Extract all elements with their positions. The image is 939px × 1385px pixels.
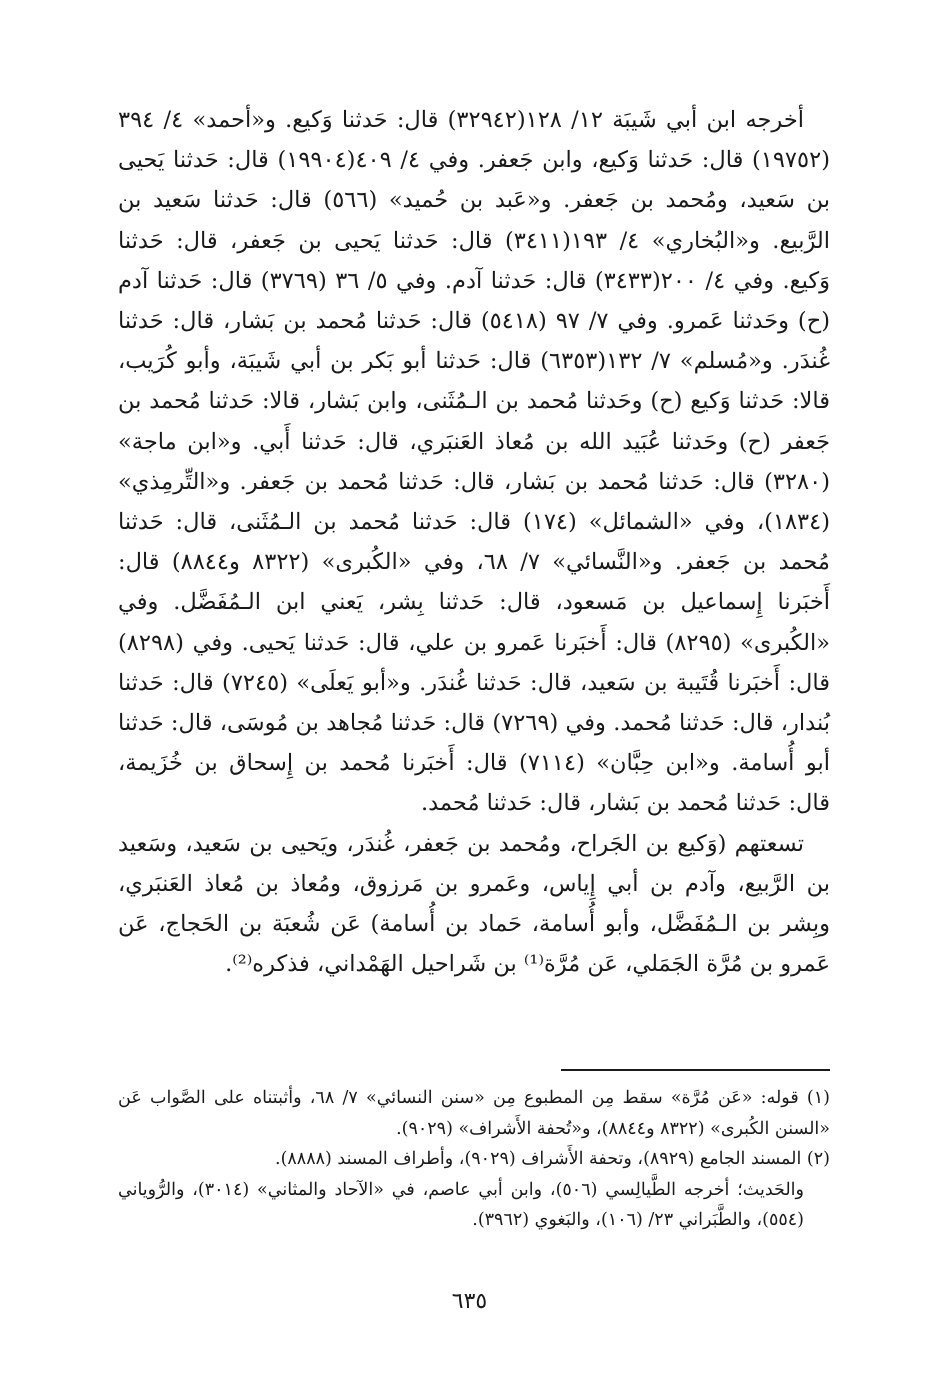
page-body [118,100,830,984]
main-text [118,100,830,984]
page-number: ٦٣٥ [451,1289,488,1314]
footnote-1: (١) قوله: «عَن مُرَّة» سقط مِن المطبوع مِن «سنن النسائي» ٧/ ٦٨، وأثبتناه على الصَّواب عَن «السنن الكُبرى» (٨٣٢٢ و٨٨٤٤)، و«تُحفة الأَشراف» (٩٠٢٩). [118,1088,830,1139]
footnote-2-continued: والحَديث؛ أخرجه الطَّيالِسي (٥٠٦)، وابن أبي عاصم، في «الآحاد والمثاني» (٣٠١٤)، والرُّوياني (٥٥٤)، والطَّبَراني ٢٣/ (١٠٦)، والبَغوي (٣٩٦٢). [118,1179,804,1230]
footnote-2: (٢) المسند الجامع (٨٩٢٩)، وتحفة الأَشراف (٩٠٢٩)، وأطراف المسند (٨٨٨٨). [275,1149,830,1169]
paragraph-1: أخرجه ابن أبي شَيبَة ١٢/ ١٢٨(٣٢٩٤٢) قال: حَدثنا وَكيع. و«أحمد» ٤/ ٣٩٤ (١٩٧٥٢) قال: حَدثنا وَكيع، وابن جَعفر. وفي ٤/ ٤٠٩(١٩٩٠٤) قال: حَدثنا يَحيى بن سَعيد، ومُحمد بن جَعفر. و«عَبد بن حُميد» (٥٦٦) قال: حَدثنا سَعيد بن الرَّبيع. و«البُخاري» ٤/ ١٩٣(٣٤١١) قال: حَدثنا يَحيى بن جَعفر، قال: حَدثنا وَكيع. وفي ٤/ ٢٠٠(٣٤٣٣) قال: حَدثنا آدم. وفي ٥/ ٣٦ (٣٧٦٩) قال: حَدثنا آدم (ح) وحَدثنا عَمرو. وفي ٧/ ٩٧ (٥٤١٨) قال: حَدثنا مُحمد بن بَشار، قال: حَدثنا غُندَر. و«مُسلم» ٧/ ١٣٢(٦٣٥٣) قال: حَدثنا أبو بَكر بن أبي شَيبَة، وأبو كُرَيب، قالا: حَدثنا وَكيع (ح) وحَدثنا مُحمد بن الـمُثَنى، وابن بَشار، قالا: حَدثنا مُحمد بن جَعفر (ح) وحَدثنا عُبَيد الله بن مُعاذ العَنبَري، قال: حَدثنا أَبي. و«ابن ماجة» (٣٢٨٠) قال: حَدثنا مُحمد بن بَشار، قال: حَدثنا مُحمد بن جَعفر. و«التِّرمِذي» (١٨٣٤)، وفي «الشمائل» (١٧٤) قال: حَدثنا مُحمد بن الـمُثَنى، قال: حَدثنا مُحمد بن جَعفر. و«النَّسائي» ٧/ ٦٨، وفي «الكُبرى» (٨٣٢٢ و٨٨٤٤) قال: أَخبَرنا إِسماعيل بن مَسعود، قال: حَدثنا بِشر، يَعني ابن الـمُفَضَّل. وفي «الكُبرى» (٨٢٩٥) قال: أَخبَرنا عَمرو بن علي، قال: حَدثنا يَحيى. وفي (٨٢٩٨) قال: أَخبَرنا قُتَيبة بن سَعيد، قال: حَدثنا غُندَر. و«أبو يَعلَى» (٧٢٤٥) قال: حَدثنا بُندار، قال: حَدثنا مُحمد. وفي (٧٢٦٩) قال: حَدثنا مُجاهد بن مُوسَى، قال: حَدثنا أبو أُسامة. و«ابن حِبَّان» (٧١١٤) قال: أَخبَرنا مُحمد بن إِسحاق بن خُزَيمة، قال: حَدثنا مُحمد بن بَشار، قال: حَدثنا مُحمد. [118,107,831,817]
footnote-divider [561,1069,830,1071]
paragraph-2: تسعتهم (وَكيع بن الجَراح، ومُحمد بن جَعفر، غُندَر، ويَحيى بن سَعيد، وسَعيد بن الرَّبيع، وآدم بن أبي إِياس، وعَمرو بن مَرزوق، ومُعاذ بن مُعاذ العَنبَري، وبِشر بن الـمُفَضَّل، وأبو أُسامة، حَماد بن أُسامة) عَن شُعبَة بن الحَجاج، عَن عَمرو بن مُرَّة الجَمَلي، عَن مُرَّة⁽¹⁾ بن شَراحيل الهَمْداني، فذكره⁽²⁾. [118,830,830,978]
footnotes [118,1083,830,1236]
